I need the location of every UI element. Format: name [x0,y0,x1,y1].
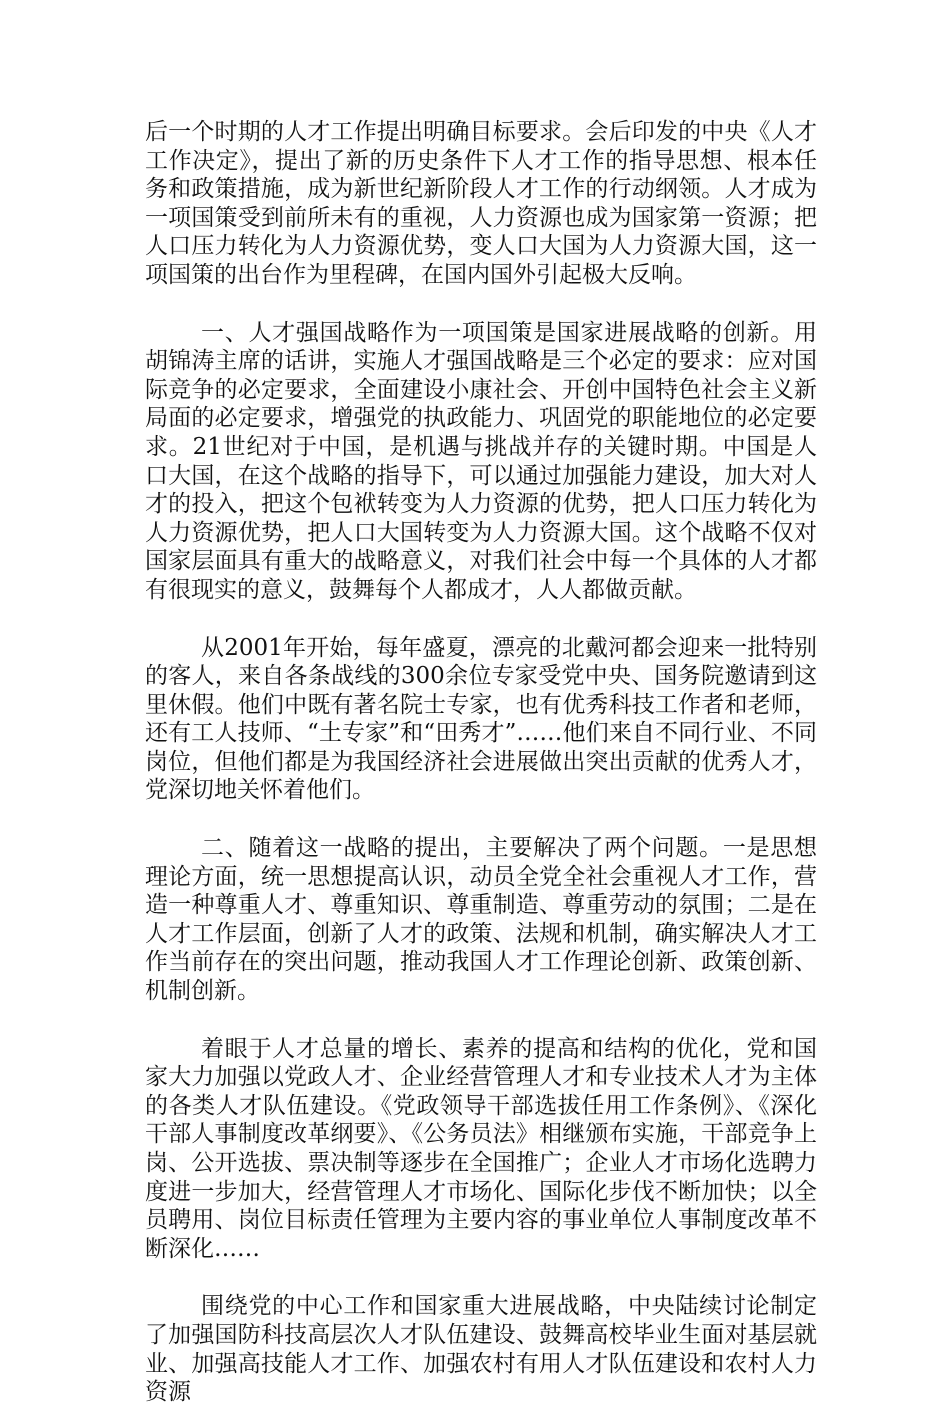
paragraph-5: 着眼于人才总量的增长、素养的提高和结构的优化，党和国家大力加强以党政人才、企业经营管理人才和专业技术人才为主体的各类人才队伍建设。《党政领导干部选拔任用工作条例》、《深化干部人事制度改革纲要》、《公务员法》相继颁布实施，干部竞争上岗、公开选拔、票决制等逐步在全国推广；企业人才市场化选聘力度进一步加大，经营管理人才市场化、国际化步伐不断加快；以全员聘用、岗位目标责任管理为主要内容的事业单位人事制度改革不断深化…… [145,1035,817,1262]
paragraph-6: 围绕党的中心工作和国家重大进展战略，中央陆续讨论制定了加强国防科技高层次人才队伍建设、鼓舞高校毕业生面对基层就业、加强高技能人才工作、加强农村有用人才队伍建设和农村人力资源 [145,1293,817,1406]
document-body [145,118,817,1407]
paragraph-3: 从2001年开始，每年盛夏，漂亮的北戴河都会迎来一批特别的客人，来自各条战线的300余位专家受党中央、国务院邀请到这里休假。他们中既有著名院士专家，也有优秀科技工作者和老师，还有工人技师、“土专家”和“田秀才”……他们来自不同行业、不同岗位，但他们都是为我国经济社会进展做出突出贡献的优秀人才，党深切地关怀着他们。 [145,634,817,804]
paragraph-4: 二、随着这一战略的提出，主要解决了两个问题。一是思想理论方面，统一思想提高认识，动员全党全社会重视人才工作，营造一种尊重人才、尊重知识、尊重制造、尊重劳动的氛围；二是在人才工作层面，创新了人才的政策、法规和机制，确实解决人才工作当前存在的突出问题，推动我国人才工作理论创新、政策创新、机制创新。 [145,835,817,1005]
paragraph-1: 后一个时期的人才工作提出明确目标要求。会后印发的中央《人才工作决定》，提出了新的历史条件下人才工作的指导思想、根本任务和政策措施，成为新世纪新阶段人才工作的行动纲领。人才成为一项国策受到前所未有的重视，人力资源也成为国家第一资源；把人口压力转化为人力资源优势，变人口大国为人力资源大国，这一项国策的出台作为里程碑，在国内国外引起极大反响。 [145,119,817,288]
paragraph-2: 一、人才强国战略作为一项国策是国家进展战略的创新。用胡锦涛主席的话讲，实施人才强国战略是三个必定的要求：应对国际竞争的必定要求，全面建设小康社会、开创中国特色社会主义新局面的必定要求，增强党的执政能力、巩固党的职能地位的必定要求。21世纪对于中国，是机遇与挑战并存的关键时期。中国是人口大国，在这个战略的指导下，可以通过加强能力建设，加大对人才的投入，把这个包袱转变为人力资源的优势，把人口压力转化为人力资源优势，把人口大国转变为人力资源大国。这个战略不仅对国家层面具有重大的战略意义，对我们社会中每一个具体的人才都有很现实的意义，鼓舞每个人都成才，人人都做贡献。 [145,319,817,603]
